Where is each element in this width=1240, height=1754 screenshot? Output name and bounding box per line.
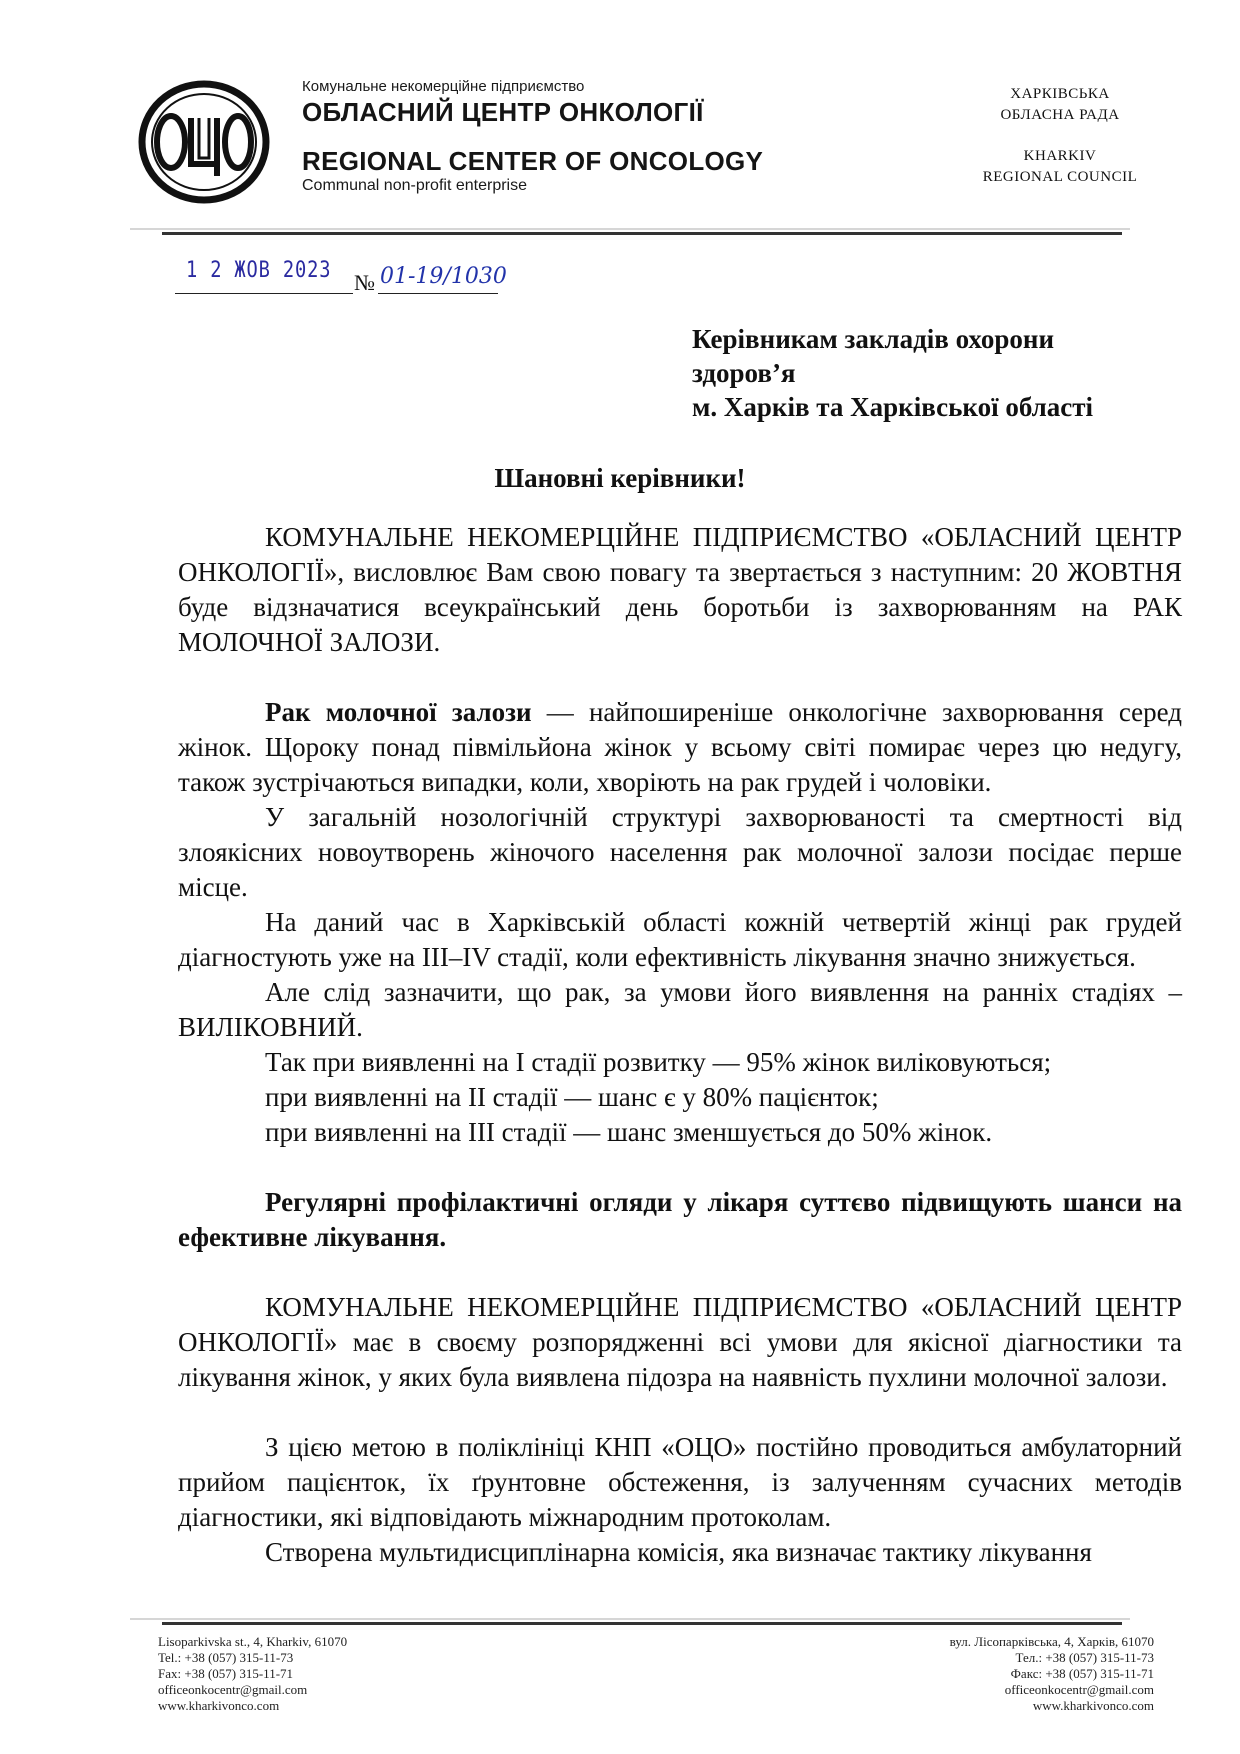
footer-divider xyxy=(162,1622,1122,1625)
council-ua-line1: ХАРКІВСЬКА xyxy=(1010,86,1110,102)
addressee-block xyxy=(692,322,1093,424)
org-type-ua: Комунальне некомерційне підприємство xyxy=(302,78,585,95)
council-en-line2: REGIONAL COUNCIL xyxy=(982,169,1138,185)
salutation: Шановні керівники! xyxy=(494,463,746,493)
footer-website-ua[interactable]: www.kharkivonco.com xyxy=(1032,1698,1154,1713)
organization-logo xyxy=(137,78,272,206)
header-rule-shadow xyxy=(130,228,1130,230)
oco-logo-icon xyxy=(137,78,272,206)
org-name-ua: ОБЛАСНИЙ ЦЕНТР ОНКОЛОГІЇ xyxy=(302,97,704,127)
registration-date-stamp: 1 2 ЖОВ 2023 xyxy=(186,258,332,283)
council-en-line1: KHARKIV xyxy=(1023,148,1097,164)
council-ua-line2: ОБЛАСНА РАДА xyxy=(1000,107,1120,123)
paragraph-regular-checkups: Регулярні профілактичні огляди у лікаря суттєво підвищують шанси на ефективне лікування. xyxy=(178,1187,1182,1252)
footer-fax-en: Fax: +38 (057) 315-11-71 xyxy=(158,1666,294,1681)
paragraph-breast-cancer xyxy=(178,695,1182,800)
paragraph-center-capabilities: КОМУНАЛЬНЕ НЕКОМЕРЦІЙНЕ ПІДПРИЄМСТВО «ОБЛАСНИЙ ЦЕНТР ОНКОЛОГІЇ» має в своєму розпорядженні всі умови для якісної діагностики та лікування жінок, у яких була виявлена підозра на наявність пухлини молочної залози. xyxy=(178,1292,1182,1392)
header-divider xyxy=(162,232,1122,235)
addressee-line2: здоров’я xyxy=(692,358,796,388)
footer-contacts-en xyxy=(158,1634,347,1714)
footer-website-en[interactable]: www.kharkivonco.com xyxy=(158,1698,280,1713)
addressee-line1: Керівникам закладів охорони xyxy=(692,324,1055,354)
paragraph-curable: Але слід зазначити, що рак, за умови його виявлення на ранніх стадіях – ВИЛІКОВНИЙ. xyxy=(178,977,1182,1042)
number-underline xyxy=(378,293,498,294)
footer-address-en: Lisoparkivska st., 4, Kharkiv, 61070 xyxy=(158,1634,348,1649)
breast-cancer-term: Рак молочної залози xyxy=(265,697,532,727)
letter-body xyxy=(178,520,1182,1570)
footer-tel-en: Tel.: +38 (057) 315-11-73 xyxy=(158,1650,294,1665)
paragraph-outpatient: З цією метою в поліклініці КНП «ОЦО» постійно проводиться амбулаторний прийом пацієнток, їх ґрунтовне обстеження, із залученням сучасних методів діагностики, які відповідають міжнародним протоколам. xyxy=(178,1432,1182,1532)
paragraph-structure: У загальній нозологічній структурі захворюваності та смертності від злоякісних новоутворень жіночого населення рак молочної залози посідає перше місце. xyxy=(178,802,1182,902)
paragraph-kharkiv-stats: На даний час в Харківській області кожній четвертій жінці рак грудей діагностують уже на III–IV стадії, коли ефективність лікування значно знижується. xyxy=(178,907,1182,972)
paragraph-intro: КОМУНАЛЬНЕ НЕКОМЕРЦІЙНЕ ПІДПРИЄМСТВО «ОБЛАСНИЙ ЦЕНТР ОНКОЛОГІЇ», висловлює Вам свою повагу та звертається з наступним: 20 ЖОВТНЯ буде відзначатися всеукраїнський день боротьби із захворюванням на РАК МОЛОЧНОЇ ЗАЛОЗИ. xyxy=(178,522,1182,657)
breast-cancer-text: — найпоширеніше онкологічне захворювання серед жінок. Щороку понад півмільйона жінок у всьому світі помирає через цю недугу, також зустрічаються випадки, коли, хворіють на рак грудей і чоловіки. xyxy=(178,697,1182,797)
footer-contacts-ua xyxy=(950,1634,1154,1714)
org-type-en: Communal non-profit enterprise xyxy=(302,177,527,194)
footer-email-en[interactable]: officeonkocentr@gmail.com xyxy=(158,1682,308,1697)
organization-name-block xyxy=(302,78,763,195)
stage-line-3: при виявленні на III стадії — шанс зменшується до 50% жінок. xyxy=(265,1117,993,1147)
council-block xyxy=(960,84,1160,188)
footer-address-ua: вул. Лісопарківська, 4, Харків, 61070 xyxy=(949,1634,1154,1649)
date-underline xyxy=(175,293,353,294)
footer-email-ua[interactable]: officeonkocentr@gmail.com xyxy=(1004,1682,1154,1697)
footer-fax-ua: Факс: +38 (057) 315-11-71 xyxy=(1010,1666,1154,1681)
addressee-line3: м. Харків та Харківської області xyxy=(692,392,1094,422)
footer-rule-shadow xyxy=(130,1618,1130,1620)
stage-line-2: при виявленні на II стадії — шанс є у 80% пацієнток; xyxy=(265,1082,879,1112)
stage-line-1: Так при виявленні на I стадії розвитку — 95% жінок виліковуються; xyxy=(265,1047,1052,1077)
paragraph-commission: Створена мультидисциплінарна комісія, яка визначає тактику лікування xyxy=(265,1537,1092,1567)
footer-tel-ua: Тел.: +38 (057) 315-11-73 xyxy=(1015,1650,1154,1665)
registration-number-label: № xyxy=(354,270,375,295)
org-name-en: REGIONAL CENTER OF ONCOLOGY xyxy=(302,146,764,176)
registration-number-handwritten: 01-19/1030 xyxy=(380,264,507,289)
